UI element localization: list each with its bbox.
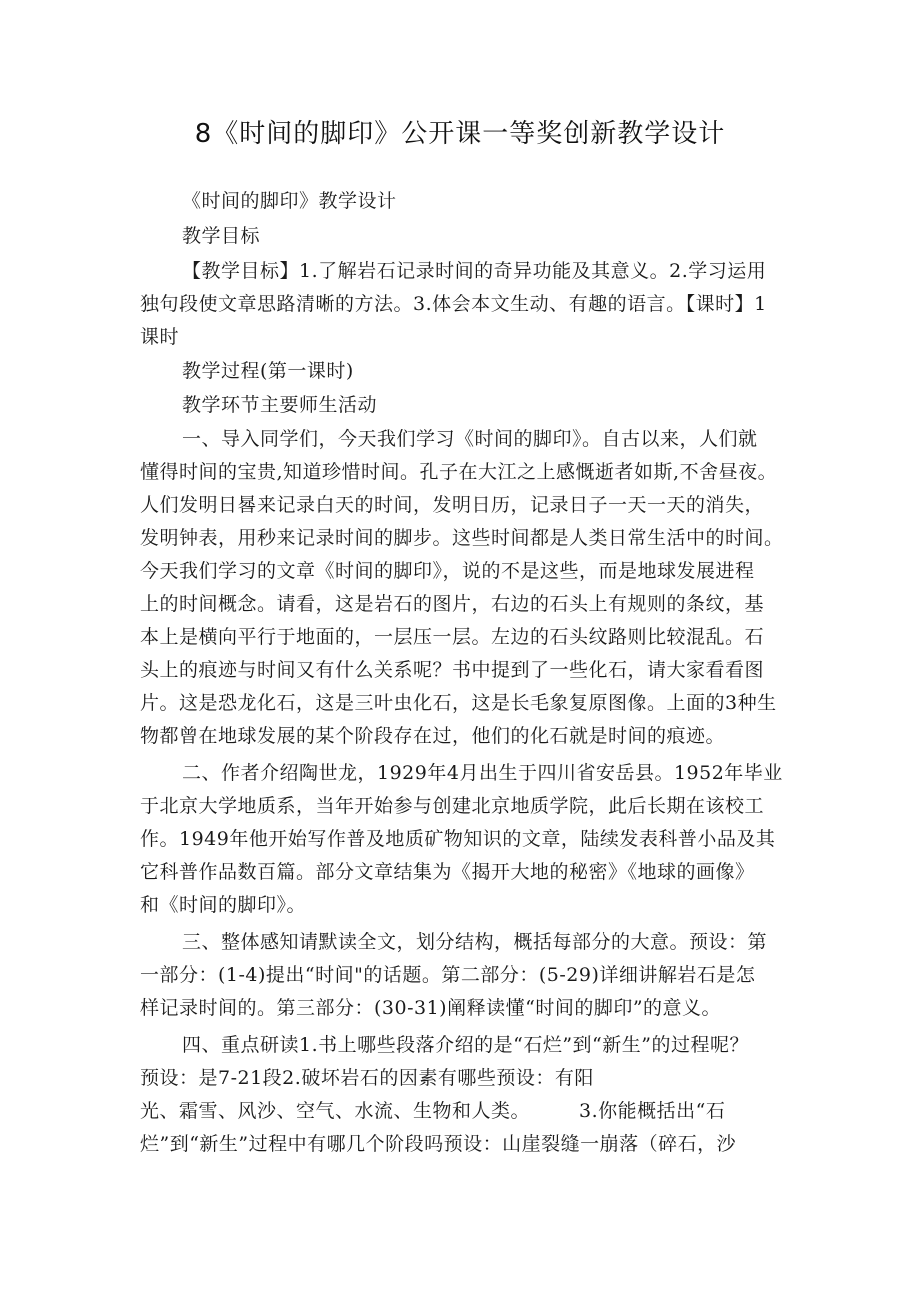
subtitle-line: 《时间的脚印》教学设计 [182,190,397,212]
paragraph-line: 烂”到“新生”过程中有哪几个阶段吗预设：山崖裂缝一崩落（碎石，沙 [140,1133,737,1155]
paragraph-line: 光、霜雪、风沙、空气、水流、生物和人类。 3.你能概括出“石 [140,1100,726,1122]
paragraph-line: 预设：是7-21段2.破坏岩石的因素有哪些预设：有阳 [140,1067,594,1089]
paragraph-line: 四、重点研读1.书上哪些段落介绍的是“石烂”到“新生”的过程呢？ [182,1034,749,1056]
section-heading: 教学目标 [182,225,261,247]
section-heading: 教学过程(第一课时) [182,360,354,382]
paragraph-line: 二、作者介绍陶世龙，1929年4月出生于四川省安岳县。1952年毕业 [182,762,783,784]
paragraph-line: 片。这是恐龙化石，这是三叶虫化石，这是长毛象复原图像。上面的3种生 [140,692,777,714]
paragraph-line: 人们发明日晷来记录白天的时间，发明日历，记录日子一天一天的消失， [140,494,765,516]
paragraph-line: 懂得时间的宝贵,知道珍惜时间。孔子在大江之上感慨逝者如斯,不舍昼夜。 [140,461,778,483]
paragraph-line: 头上的痕迹与时间又有什么关系呢？书中提到了一些化石，请大家看看图 [140,659,765,681]
paragraph-line: 样记录时间的。第三部分：(30-31)阐释读懂“时间的脚印”的意义。 [140,997,722,1019]
paragraph-line: 本上是横向平行于地面的，一层压一层。左边的石头纹路则比较混乱。石 [140,626,765,648]
paragraph-line: 【教学目标】1.了解岩石记录时间的奇异功能及其意义。2.学习运用 [182,260,767,282]
paragraph-line: 独句段使文章思路清晰的方法。3.体会本文生动、有趣的语言。【课时】1 [140,293,767,315]
paragraph-line: 作。1949年他开始写作普及地质矿物知识的文章，陆续发表科普小品及其 [140,828,776,850]
paragraph-line: 于北京大学地质系，当年开始参与创建北京地质学院，此后长期在该校工 [140,795,765,817]
paragraph-line: 和《时间的脚印》。 [140,894,307,916]
paragraph-line: 它科普作品数百篇。部分文章结集为《揭开大地的秘密》《地球的画像》 [140,861,755,883]
paragraph-line: 上的时间概念。请看，这是岩石的图片，右边的石头上有规则的条纹，基 [140,593,765,615]
paragraph-line: 物都曾在地球发展的某个阶段存在过，他们的化石就是时间的痕迹。 [140,725,726,747]
paragraph-line: 一、导入同学们，今天我们学习《时间的脚印》。自古以来，人们就 [182,428,758,450]
paragraph-line: 三、整体感知请默读全文，划分结构，概括每部分的大意。预设：第 [182,931,768,953]
paragraph-line: 发明钟表，用秒来记录时间的脚步。这些时间都是人类日常生活中的时间。 [140,527,784,549]
section-heading: 教学环节主要师生活动 [182,394,378,416]
paragraph-line: 今天我们学习的文章《时间的脚印》，说的不是这些，而是地球发展进程 [140,560,755,582]
paragraph-line: 一部分：(1-4)提出“时间"的话题。第二部分：(5-29)详细讲解岩石是怎 [140,964,756,986]
document-title: 8《时间的脚印》公开课一等奖创新教学设计 [194,119,726,149]
paragraph-line: 课时 [140,326,180,348]
